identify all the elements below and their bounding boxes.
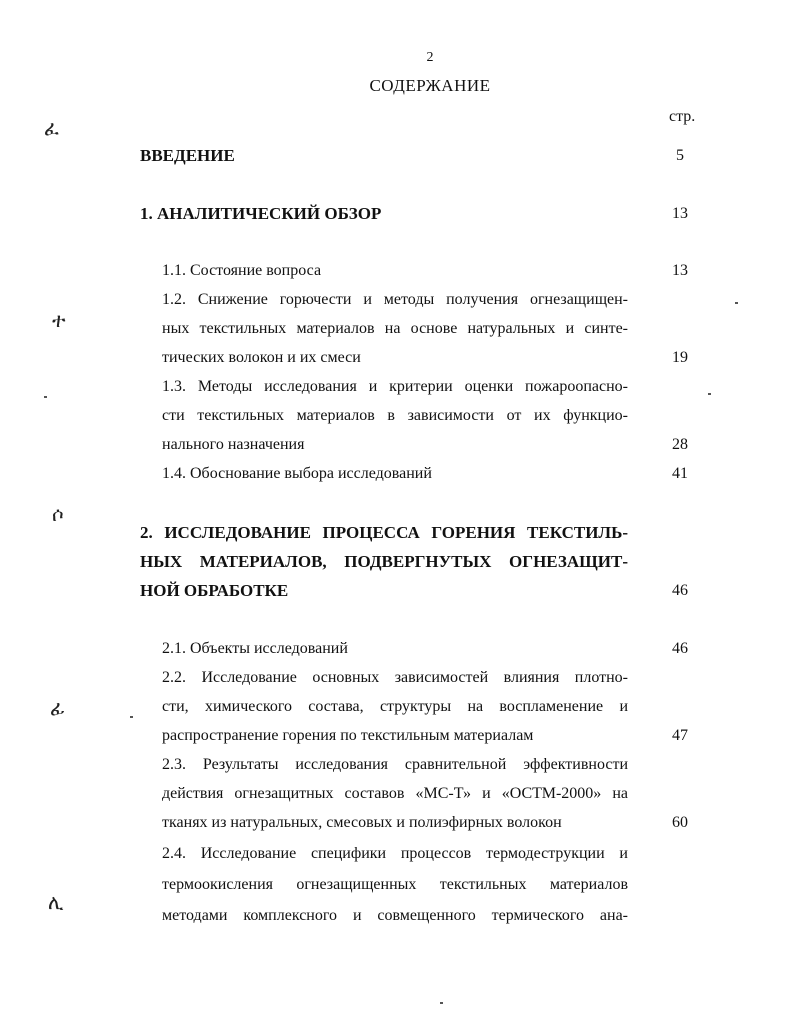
toc-section-2-1-page: 46 xyxy=(672,640,688,657)
toc-section-2-3-line2: действия огнезащитных составов «МС-Т» и «ОСТМ-2000» на xyxy=(162,785,628,802)
toc-section-2-2-line1: 2.2. Исследование основных зависимостей влияния плотно- xyxy=(162,669,628,686)
toc-section-1-4-page: 41 xyxy=(672,465,688,482)
toc-section-2-4-line1: 2.4. Исследование специфики процессов термодеструкции и xyxy=(162,845,628,862)
toc-section-2-4-line3: методами комплексного и совмещенного термического ана- xyxy=(162,907,628,924)
toc-chapter2-line3: НОЙ ОБРАБОТКЕ xyxy=(140,581,289,600)
scan-speck xyxy=(130,716,133,718)
page-title: СОДЕРЖАНИЕ xyxy=(369,76,491,95)
toc-section-2-1: 2.1. Объекты исследований xyxy=(162,640,348,657)
toc-section-1-2-line3: тических волокон и их смеси xyxy=(162,349,361,366)
toc-section-2-3-page: 60 xyxy=(672,814,688,831)
margin-handwritten-mark: ፊ xyxy=(50,696,65,720)
toc-section-2-4-line2: термоокисления огнезащищенных текстильных материалов xyxy=(162,876,628,893)
toc-section-2-2-line3: распространение горения по текстильным материалам xyxy=(162,727,534,744)
pages-column-header: стр. xyxy=(669,108,696,125)
toc-section-1-3-line3: нального назначения xyxy=(162,436,305,453)
toc-chapter2-line2: НЫХ МАТЕРИАЛОВ, ПОДВЕРГНУТЫХ ОГНЕЗАЩИТ- xyxy=(140,552,628,571)
toc-chapter1-label: 1. АНАЛИТИЧЕСКИЙ ОБЗОР xyxy=(140,204,382,223)
toc-section-2-2-line2: сти, химического состава, структуры на воспламенение и xyxy=(162,698,628,715)
toc-section-1-2-line1: 1.2. Снижение горючести и методы получения огнезащищен- xyxy=(162,291,628,308)
toc-chapter2-page: 46 xyxy=(672,582,688,599)
scan-speck xyxy=(44,396,47,398)
toc-section-2-3-line3: тканях из натуральных, смесовых и полиэфирных волокон xyxy=(162,814,562,831)
toc-section-1-4: 1.4. Обоснование выбора исследований xyxy=(162,465,432,482)
scan-speck xyxy=(735,302,738,304)
toc-section-2-3-line1: 2.3. Результаты исследования сравнительной эффективности xyxy=(162,756,628,773)
page-number: 2 xyxy=(426,50,434,65)
margin-handwritten-mark: ተ xyxy=(52,308,66,332)
toc-section-1-1-page: 13 xyxy=(672,262,688,279)
margin-handwritten-mark: ሶ xyxy=(52,502,64,526)
toc-section-1-2-line2: ных текстильных материалов на основе натуральных и синте- xyxy=(162,320,628,337)
toc-section-1-2-page: 19 xyxy=(672,349,688,366)
toc-chapter2-line1: 2. ИССЛЕДОВАНИЕ ПРОЦЕССА ГОРЕНИЯ ТЕКСТИЛЬ- xyxy=(140,523,628,542)
toc-section-1-3-line2: сти текстильных материалов в зависимости от их функцио- xyxy=(162,407,628,424)
toc-section-1-3-line1: 1.3. Методы исследования и критерии оценки пожароопасно- xyxy=(162,378,628,395)
scan-speck xyxy=(440,1002,443,1004)
toc-intro-page: 5 xyxy=(676,147,684,164)
toc-section-1-1: 1.1. Состояние вопроса xyxy=(162,262,322,279)
toc-chapter1-page: 13 xyxy=(672,205,688,222)
scan-speck xyxy=(708,393,711,395)
toc-section-1-3-page: 28 xyxy=(672,436,688,453)
margin-handwritten-mark: ሊ xyxy=(48,890,64,914)
toc-section-2-2-page: 47 xyxy=(672,727,688,744)
toc-intro-label: ВВЕДЕНИЕ xyxy=(140,146,235,165)
margin-handwritten-mark: ፈ xyxy=(44,116,60,140)
